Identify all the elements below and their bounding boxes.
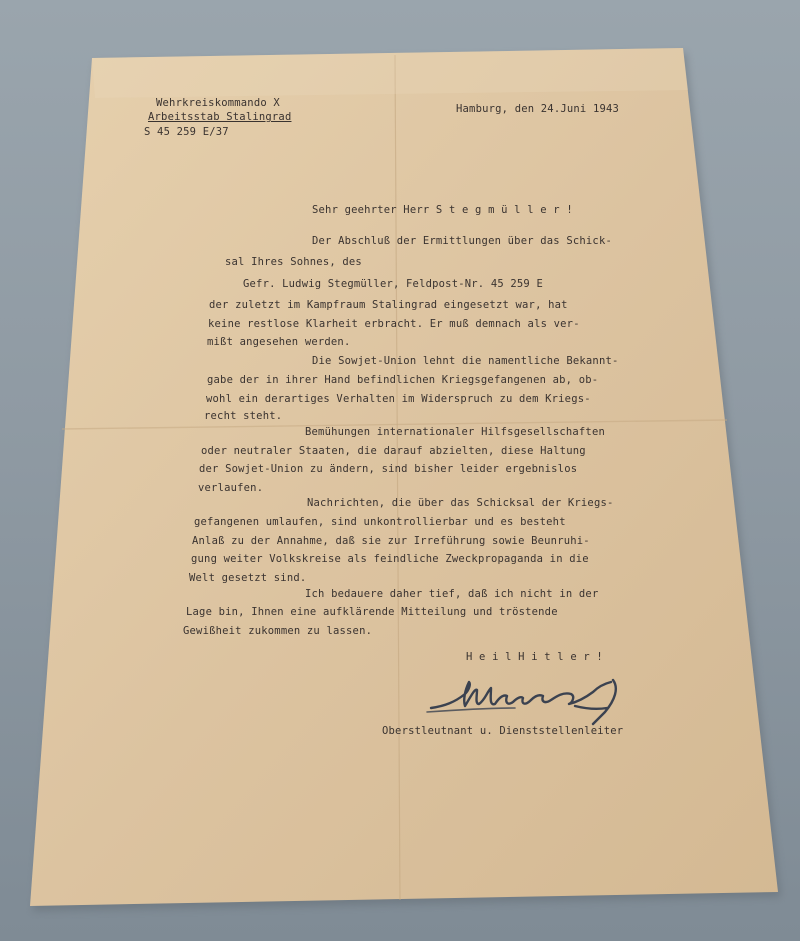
body-line: der Sowjet-Union zu ändern, sind bisher leider ergebnislos xyxy=(199,463,578,475)
body-line: sal Ihres Sohnes, des xyxy=(225,256,362,268)
body-line: Gewißheit zukommen zu lassen. xyxy=(183,625,373,637)
sender-unit: Wehrkreiskommando X xyxy=(156,97,280,109)
body-line: der zuletzt im Kampfraum Stalingrad eingesetzt war, hat xyxy=(209,299,568,311)
body-line: gung weiter Volkskreise als feindliche Zweckpropaganda in die xyxy=(191,553,589,565)
body-line: wohl ein derartiges Verhalten im Widerspruch zu dem Kriegs- xyxy=(206,393,591,405)
body-line: mißt angesehen werden. xyxy=(207,336,351,348)
body-line: gefangenen umlaufen, sind unkontrollierbar und es besteht xyxy=(194,516,566,528)
handwritten-signature xyxy=(425,666,635,726)
body-line: keine restlose Klarheit erbracht. Er muß demnach als ver- xyxy=(208,318,580,330)
body-line: Die Sowjet-Union lehnt die namentliche Bekannt- xyxy=(312,355,619,367)
sender-staff: Arbeitsstab Stalingrad xyxy=(148,111,292,123)
body-line: recht steht. xyxy=(204,410,283,422)
closing-greeting: H e i l H i t l e r ! xyxy=(466,651,603,663)
body-line: Der Abschluß der Ermittlungen über das Schick- xyxy=(312,235,612,247)
place-date: Hamburg, den 24.Juni 1943 xyxy=(456,103,620,115)
body-line: oder neutraler Staaten, die darauf abzielten, diese Haltung xyxy=(201,445,586,457)
body-line: Nachrichten, die über das Schicksal der Kriegs- xyxy=(307,497,614,509)
body-line: Gefr. Ludwig Stegmüller, Feldpost-Nr. 45 259 E xyxy=(243,278,543,290)
body-line: Ich bedauere daher tief, daß ich nicht in der xyxy=(305,588,599,600)
body-line: Bemühungen internationaler Hilfsgesellschaften xyxy=(305,426,605,438)
body-line: Anlaß zu der Annahme, daß sie zur Irreführung sowie Beunruhi- xyxy=(192,535,590,547)
body-line: Welt gesetzt sind. xyxy=(189,572,307,584)
signature-title: Oberstleutnant u. Dienststellenleiter xyxy=(382,725,624,737)
body-line: Lage bin, Ihnen eine aufklärende Mitteilung und tröstende xyxy=(186,606,558,618)
body-line: gabe der in ihrer Hand befindlichen Kriegsgefangenen ab, ob- xyxy=(207,374,599,386)
salutation: Sehr geehrter Herr S t e g m ü l l e r ! xyxy=(312,204,573,216)
reference-number: S 45 259 E/37 xyxy=(144,126,229,138)
body-line: verlaufen. xyxy=(198,482,264,494)
